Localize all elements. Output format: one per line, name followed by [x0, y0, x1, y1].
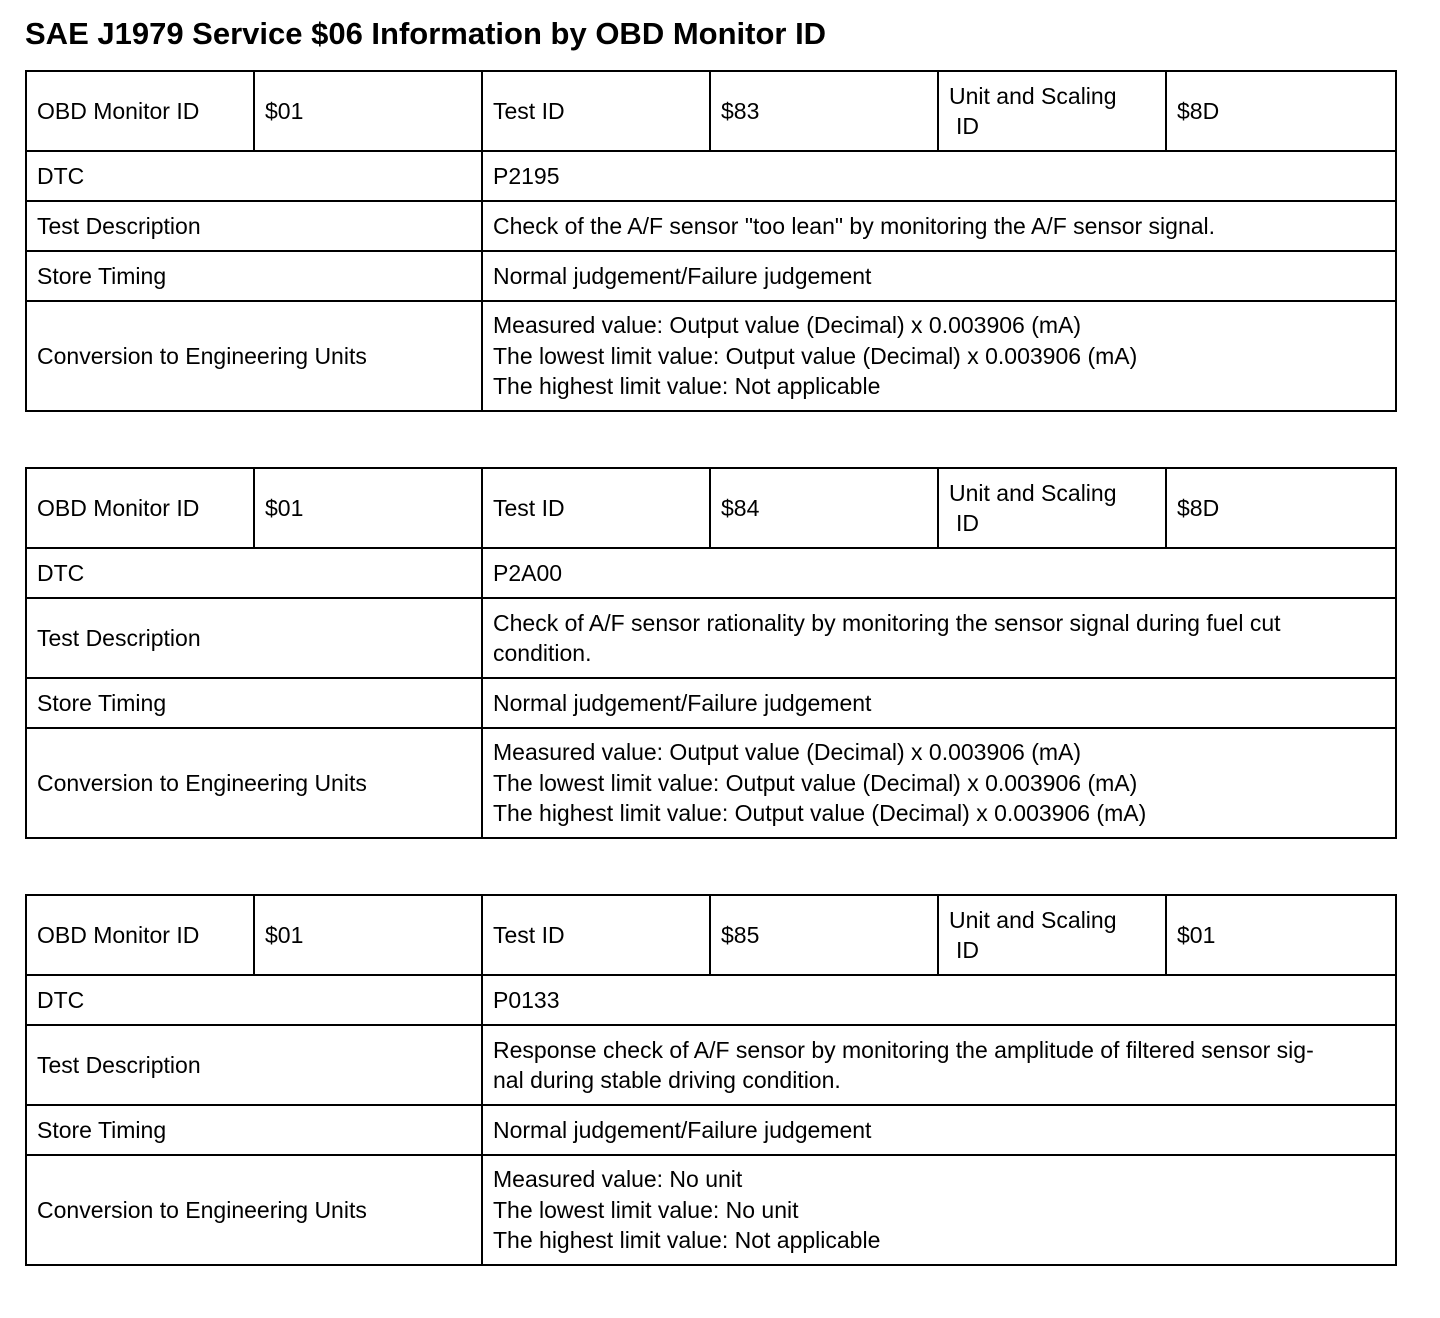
store-timing-value: Normal judgement/Failure judgement: [482, 678, 1396, 728]
description-line-2: nal during stable driving condition.: [493, 1067, 841, 1093]
unit-scaling-label-line2: ID: [956, 937, 979, 963]
unit-scaling-value: $8D: [1166, 71, 1396, 151]
test-description-value: [482, 1025, 1396, 1105]
store-timing-value: Normal judgement/Failure judgement: [482, 251, 1396, 301]
header-row: [26, 895, 1396, 975]
page-title: SAE J1979 Service $06 Information by OBD Monitor ID: [25, 16, 827, 51]
highest-limit-line: The highest limit value: Not applicable: [493, 1227, 881, 1254]
header-row: [26, 71, 1396, 151]
store-timing-value: Normal judgement/Failure judgement: [482, 1105, 1396, 1155]
test-description-value: [482, 598, 1396, 678]
unit-scaling-label-line2: ID: [956, 510, 979, 536]
unit-scaling-label: [938, 468, 1166, 548]
measured-value-line: Measured value: Output value (Decimal) x 0.003906 (mA): [493, 739, 1082, 766]
monitor-id-label: OBD Monitor ID: [26, 71, 254, 151]
unit-scaling-value: $8D: [1166, 468, 1396, 548]
test-id-value: $83: [710, 71, 938, 151]
lowest-limit-line: The lowest limit value: Output value (Decimal) x 0.003906 (mA): [493, 342, 1138, 369]
monitor-id-value: $01: [254, 71, 482, 151]
dtc-row: [26, 548, 1396, 598]
test-description-value: [482, 201, 1396, 251]
store-timing-label: Store Timing: [26, 1105, 482, 1155]
unit-scaling-value: $01: [1166, 895, 1396, 975]
conversion-row: [26, 728, 1396, 838]
unit-scaling-label: [938, 895, 1166, 975]
unit-scaling-label-line1: Unit and Scaling: [949, 479, 1117, 506]
dtc-value: P0133: [482, 975, 1396, 1025]
dtc-value: P2A00: [482, 548, 1396, 598]
test-id-label: Test ID: [482, 468, 710, 548]
unit-scaling-label-line1: Unit and Scaling: [949, 906, 1117, 933]
test-description-label: Test Description: [26, 201, 482, 251]
dtc-label: DTC: [26, 975, 482, 1025]
conversion-label: Conversion to Engineering Units: [26, 1155, 482, 1265]
measured-value-line: Measured value: No unit: [493, 1166, 743, 1193]
monitor-id-label: OBD Monitor ID: [26, 468, 254, 548]
dtc-label: DTC: [26, 548, 482, 598]
store-timing-row: [26, 251, 1396, 301]
monitor-id-label: OBD Monitor ID: [26, 895, 254, 975]
conversion-label: Conversion to Engineering Units: [26, 728, 482, 838]
test-id-label: Test ID: [482, 71, 710, 151]
measured-value-line: Measured value: Output value (Decimal) x 0.003906 (mA): [493, 312, 1082, 339]
dtc-row: [26, 151, 1396, 201]
unit-scaling-label-line1: Unit and Scaling: [949, 82, 1117, 109]
description-row: [26, 598, 1396, 678]
description-line-2: condition.: [493, 640, 592, 666]
highest-limit-line: The highest limit value: Output value (Decimal) x 0.003906 (mA): [493, 800, 1147, 827]
conversion-value: [482, 301, 1396, 411]
test-id-value: $84: [710, 468, 938, 548]
monitor-id-value: $01: [254, 468, 482, 548]
service-06-table-84: [25, 467, 1397, 839]
lowest-limit-line: The lowest limit value: No unit: [493, 1196, 799, 1223]
dtc-value: P2195: [482, 151, 1396, 201]
dtc-label: DTC: [26, 151, 482, 201]
description-line-1: Check of A/F sensor rationality by monitoring the sensor signal during fuel cut: [493, 609, 1281, 636]
highest-limit-line: The highest limit value: Not applicable: [493, 373, 881, 400]
test-description-label: Test Description: [26, 1025, 482, 1105]
store-timing-label: Store Timing: [26, 678, 482, 728]
conversion-value: [482, 1155, 1396, 1265]
store-timing-label: Store Timing: [26, 251, 482, 301]
lowest-limit-line: The lowest limit value: Output value (Decimal) x 0.003906 (mA): [493, 769, 1138, 796]
dtc-row: [26, 975, 1396, 1025]
monitor-id-value: $01: [254, 895, 482, 975]
conversion-label: Conversion to Engineering Units: [26, 301, 482, 411]
test-id-value: $85: [710, 895, 938, 975]
service-06-table-85: [25, 894, 1397, 1266]
description-row: [26, 201, 1396, 251]
conversion-row: [26, 301, 1396, 411]
description-row: [26, 1025, 1396, 1105]
description-line: Check of the A/F sensor "too lean" by monitoring the A/F sensor signal.: [493, 212, 1216, 239]
test-description-label: Test Description: [26, 598, 482, 678]
conversion-value: [482, 728, 1396, 838]
store-timing-row: [26, 678, 1396, 728]
unit-scaling-label: [938, 71, 1166, 151]
header-row: [26, 468, 1396, 548]
description-line-1: Response check of A/F sensor by monitoring the amplitude of filtered sensor sig-: [493, 1036, 1314, 1063]
store-timing-row: [26, 1105, 1396, 1155]
unit-scaling-label-line2: ID: [956, 113, 979, 139]
test-id-label: Test ID: [482, 895, 710, 975]
conversion-row: [26, 1155, 1396, 1265]
service-06-table-83: [25, 70, 1397, 412]
